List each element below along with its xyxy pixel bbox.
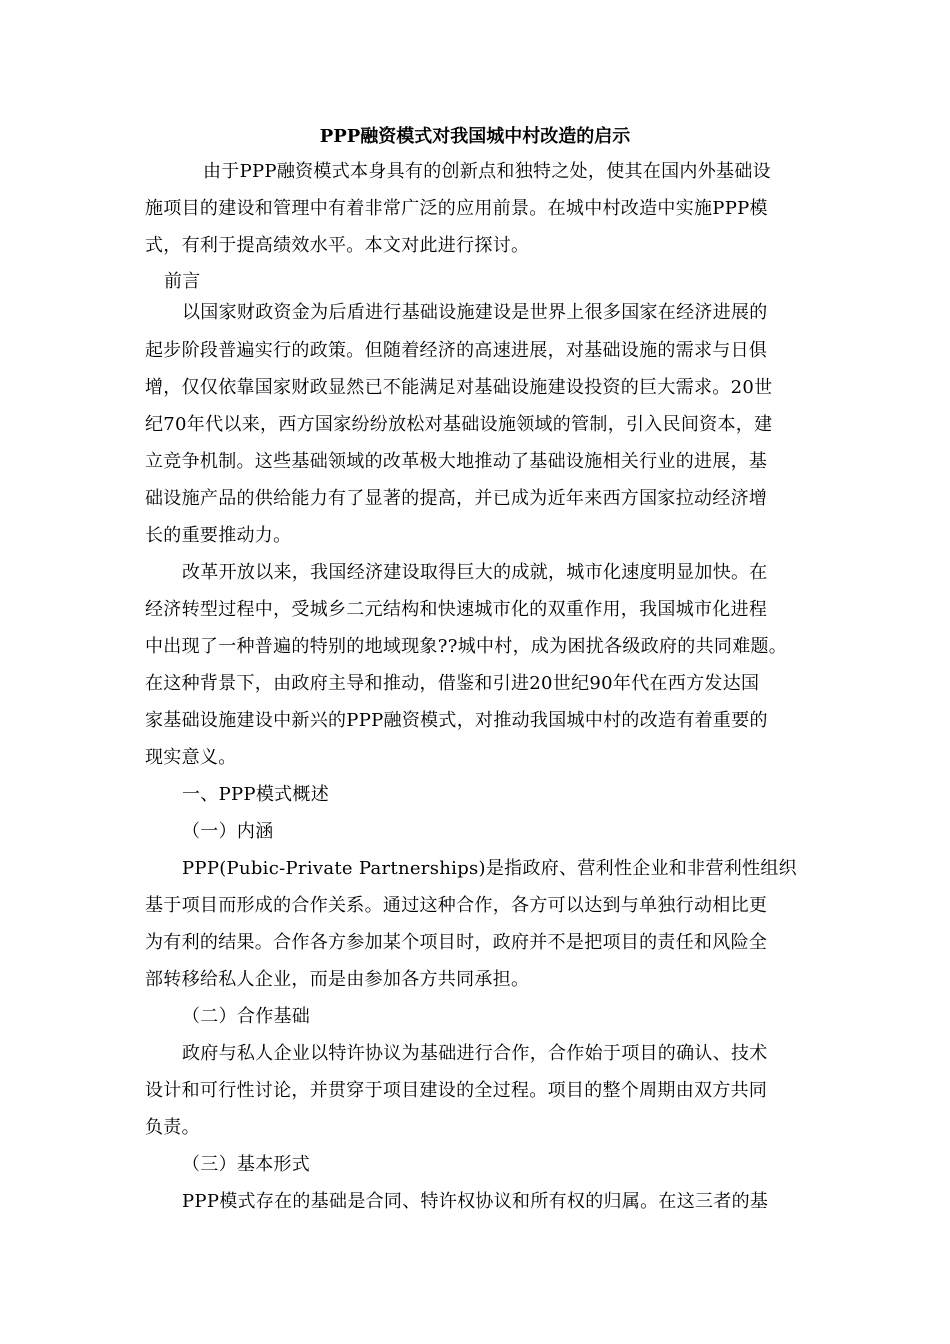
paragraph-line: 立竞争机制。这些基础领域的改革极大地推动了基础设施相关行业的进展，基 bbox=[145, 451, 768, 472]
paragraph-line: 由于PPP融资模式本身具有的创新点和独特之处，使其在国内外基础设 bbox=[203, 161, 771, 182]
subsection-heading: （二）合作基础 bbox=[182, 1006, 311, 1027]
section-heading: 一、PPP模式概述 bbox=[182, 784, 330, 805]
paragraph-line: PPP模式存在的基础是合同、特许权协议和所有权的归属。在这三者的基 bbox=[182, 1191, 769, 1212]
paragraph-line: PPP(Pubic-Private Partnerships)是指政府、营利性企业和非营利性组织 bbox=[182, 858, 797, 879]
section-heading: 前言 bbox=[164, 271, 201, 292]
subsection-heading: （三）基本形式 bbox=[182, 1154, 311, 1175]
document-title: PPP融资模式对我国城中村改造的启示 bbox=[319, 126, 631, 147]
paragraph-line: 础设施产品的供给能力有了显著的提高，并已成为近年来西方国家拉动经济增 bbox=[145, 488, 768, 509]
paragraph-line: 起步阶段普遍实行的政策。但随着经济的高速进展，对基础设施的需求与日俱 bbox=[145, 340, 768, 361]
paragraph-line: 现实意义。 bbox=[145, 747, 237, 768]
paragraph-line: 家基础设施建设中新兴的PPP融资模式，对推动我国城中村的改造有着重要的 bbox=[145, 710, 768, 731]
paragraph-line: 纪70年代以来，西方国家纷纷放松对基础设施领域的管制，引入民间资本，建 bbox=[145, 414, 773, 435]
paragraph-line: 中出现了一种普遍的特别的地域现象??城中村，成为困扰各级政府的共同难题。 bbox=[145, 636, 788, 657]
paragraph-line: 基于项目而形成的合作关系。通过这种合作，各方可以达到与单独行动相比更 bbox=[145, 895, 768, 916]
paragraph-line: 增，仅仅依靠国家财政显然已不能满足对基础设施建设投资的巨大需求。20世 bbox=[145, 377, 773, 398]
paragraph-line: 施项目的建设和管理中有着非常广泛的应用前景。在城中村改造中实施PPP模 bbox=[145, 198, 768, 219]
paragraph-line: 为有利的结果。合作各方参加某个项目时，政府并不是把项目的责任和风险全 bbox=[145, 932, 768, 953]
paragraph-line: 负责。 bbox=[145, 1117, 200, 1138]
paragraph-line: 部转移给私人企业，而是由参加各方共同承担。 bbox=[145, 969, 530, 990]
paragraph-line: 改革开放以来，我国经济建设取得巨大的成就，城市化速度明显加快。在 bbox=[182, 562, 768, 583]
paragraph-line: 以国家财政资金为后盾进行基础设施建设是世界上很多国家在经济进展的 bbox=[182, 302, 768, 323]
paragraph-line: 经济转型过程中，受城乡二元结构和快速城市化的双重作用，我国城市化进程 bbox=[145, 599, 768, 620]
paragraph-line: 在这种背景下，由政府主导和推动，借鉴和引进20世纪90年代在西方发达国 bbox=[145, 673, 760, 694]
paragraph-line: 政府与私人企业以特许协议为基础进行合作，合作始于项目的确认、技术 bbox=[182, 1043, 768, 1064]
subsection-heading: （一）内涵 bbox=[182, 821, 274, 842]
paragraph-line: 长的重要推动力。 bbox=[145, 525, 292, 546]
paragraph-line: 设计和可行性讨论，并贯穿于项目建设的全过程。项目的整个周期由双方共同 bbox=[145, 1080, 768, 1101]
paragraph-line: 式，有利于提高绩效水平。本文对此进行探讨。 bbox=[145, 235, 530, 256]
